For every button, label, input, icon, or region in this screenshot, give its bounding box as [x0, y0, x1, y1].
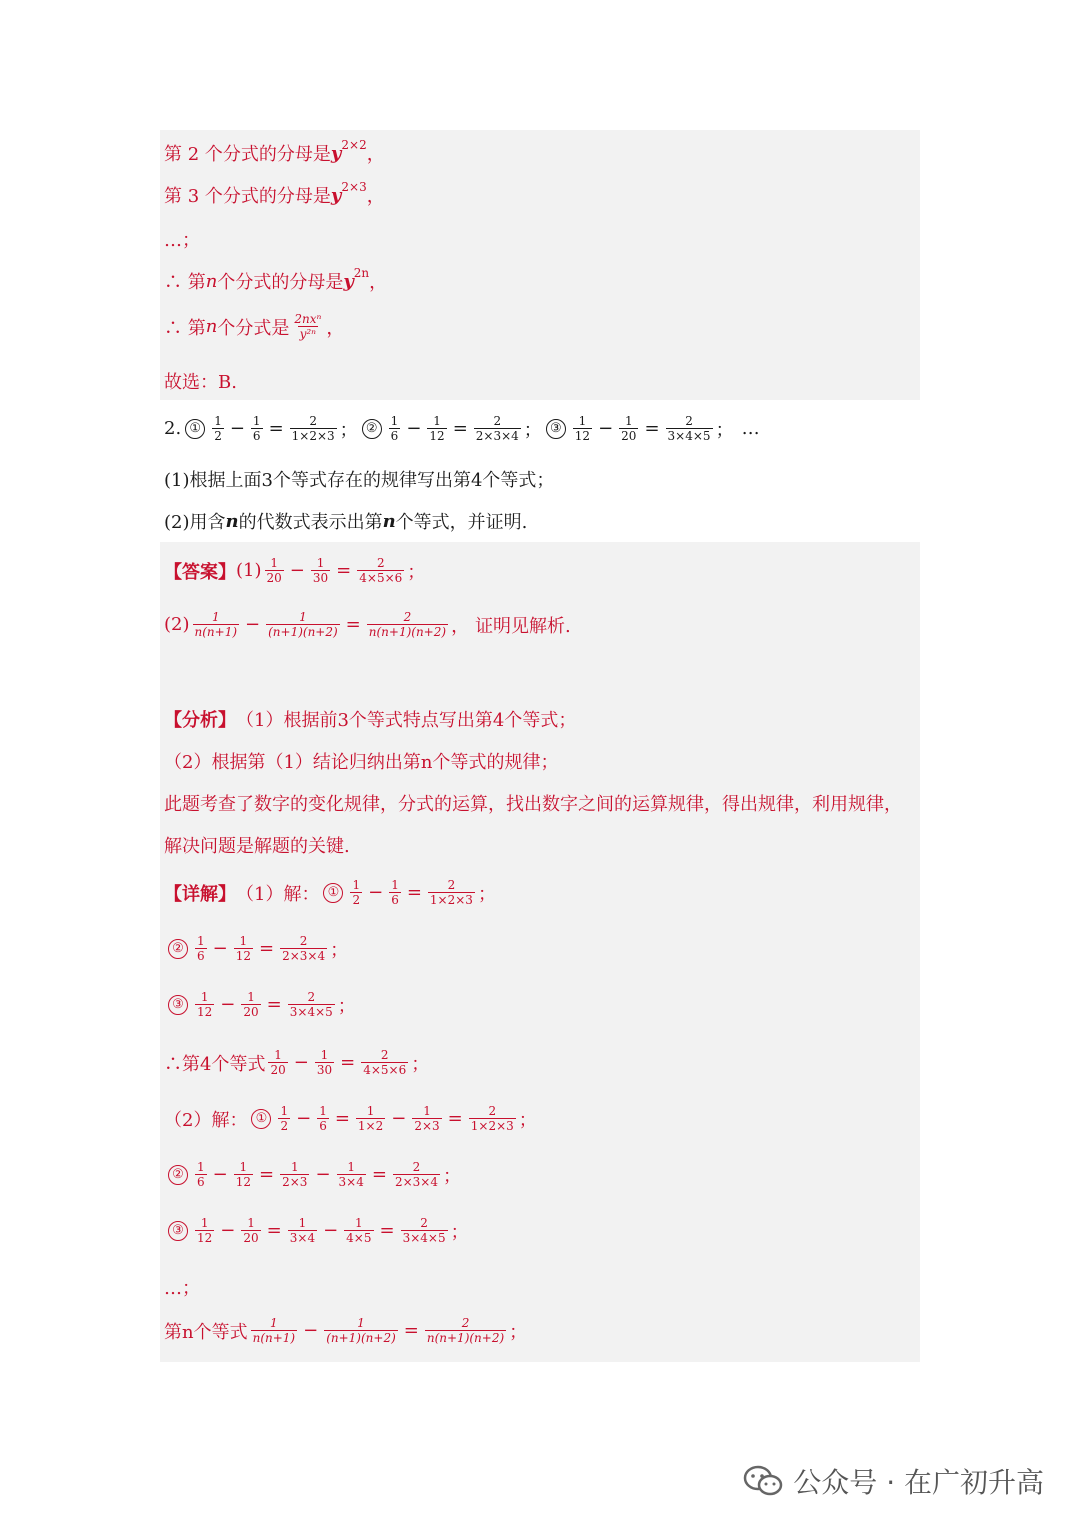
denominator: 1×2×3	[291, 429, 335, 443]
denominator: n(n+1)	[194, 625, 238, 639]
top-line-4	[164, 268, 387, 294]
fraction	[241, 990, 260, 1019]
fraction	[474, 414, 521, 443]
fraction	[280, 1160, 309, 1189]
numerator: 2	[299, 934, 308, 948]
fraction	[389, 414, 401, 443]
question-number: 2.	[164, 418, 182, 439]
text: ∴ 第	[164, 317, 206, 339]
numerator: 2	[461, 1316, 470, 1330]
equals-sign: =	[266, 994, 282, 1015]
denominator: 2×3×4	[394, 1175, 438, 1189]
equals-sign: =	[406, 882, 422, 903]
punct: ；	[450, 1221, 469, 1243]
numerator: 2	[488, 1104, 497, 1118]
denominator: 3×4	[289, 1231, 316, 1245]
numerator: 1	[270, 556, 278, 570]
denominator: 6	[197, 1175, 205, 1189]
text: 证明见解析.	[475, 615, 571, 637]
numerator: 1	[290, 1160, 299, 1174]
text: （2）解：	[164, 1109, 248, 1131]
math-var: n	[205, 270, 218, 292]
fraction	[268, 1048, 287, 1077]
analysis-line-4	[164, 832, 350, 858]
denominator: 6	[197, 949, 205, 963]
numerator: 1	[390, 414, 399, 428]
denominator: 12	[235, 949, 252, 963]
denominator: (n+1)(n+2)	[268, 625, 338, 639]
equals-sign: =	[403, 1320, 419, 1341]
punct: ，	[326, 317, 345, 339]
fraction	[317, 1104, 329, 1133]
numerator: 2	[420, 1216, 428, 1230]
fraction	[619, 414, 638, 443]
numerator: 2	[685, 414, 693, 428]
denominator: 6	[252, 429, 261, 443]
equals-sign: =	[266, 1220, 282, 1241]
numerator: 1	[347, 1160, 356, 1174]
denominator: 2×3	[282, 1175, 308, 1189]
text: 此题考查了数字的变化规律，分式的运算，找出数字之间的运算规律，得出规律，利用规律，	[164, 794, 902, 815]
text: …；	[164, 230, 200, 251]
minus-sign: −	[315, 1164, 331, 1185]
numerator: 1	[433, 414, 441, 428]
detail-line-4	[164, 1048, 429, 1077]
text: 故选：B.	[164, 372, 237, 393]
fraction	[212, 414, 224, 443]
denominator: n(n+1)(n+2)	[368, 625, 447, 639]
numerator: 1	[357, 1316, 365, 1330]
numerator: 1	[320, 1048, 329, 1062]
punct: ；	[442, 1165, 461, 1187]
numerator: 2	[307, 990, 316, 1004]
detail-label: 【详解】	[164, 883, 236, 905]
fraction	[266, 610, 340, 639]
minus-sign: −	[212, 938, 228, 959]
answer-line-1	[164, 556, 425, 585]
denominator: 20	[270, 1063, 286, 1077]
fraction	[292, 312, 323, 341]
numerator: 1	[197, 1160, 205, 1174]
denominator: 2×3	[414, 1119, 440, 1133]
punct: ；	[411, 1053, 430, 1075]
question-equations	[164, 414, 760, 443]
fraction	[241, 1216, 260, 1245]
denominator: (n+1)(n+2)	[326, 1331, 396, 1345]
circled-number: ③	[168, 1221, 188, 1241]
equals-sign: =	[259, 938, 275, 959]
denominator: 3×4×5	[289, 1005, 333, 1019]
denominator: 2	[280, 1119, 289, 1133]
numerator: 1	[274, 1048, 282, 1062]
top-line-5	[164, 312, 344, 341]
top-line-1	[164, 140, 385, 166]
analysis-label: 【分析】	[164, 710, 236, 731]
denominator: 30	[316, 1063, 333, 1077]
text: 个分式的分母是	[217, 272, 344, 293]
numerator: 1	[211, 610, 220, 624]
numerator: 1	[299, 610, 307, 624]
detail-line-7	[164, 1216, 469, 1245]
detail-line-5	[164, 1104, 537, 1133]
exponent: 2n	[353, 266, 370, 280]
denominator: 2×3×4	[475, 429, 519, 443]
denominator: 2×3×4	[282, 949, 326, 963]
fraction	[367, 610, 448, 639]
fraction	[389, 878, 401, 907]
text: 第 2 个分式的分母是	[164, 144, 331, 165]
numerator: 1	[247, 990, 255, 1004]
numerator: 1	[252, 414, 261, 428]
denominator: 2	[352, 893, 361, 907]
exponent: 2×2	[341, 138, 367, 152]
numerator: 2	[309, 414, 317, 428]
watermark-text: 公众号 · 在广初升高	[793, 1466, 1044, 1499]
numerator: 1	[355, 1216, 363, 1230]
minus-sign: −	[406, 418, 422, 439]
fraction	[195, 1160, 207, 1189]
fraction	[251, 1316, 298, 1345]
text: ∴第4个等式	[164, 1053, 266, 1075]
denominator: 3×4	[338, 1175, 364, 1189]
minus-sign: −	[598, 418, 614, 439]
text: 个等式，并证明.	[395, 512, 528, 533]
fraction	[361, 1048, 408, 1077]
top-line-6	[164, 368, 237, 394]
equals-sign: =	[340, 1052, 356, 1073]
fraction	[401, 1216, 448, 1245]
numerator: 1	[200, 990, 209, 1004]
detail-line-6	[164, 1160, 461, 1189]
detail-line-9	[164, 1316, 527, 1345]
denominator: y²ⁿ	[299, 327, 317, 341]
minus-sign: −	[289, 560, 305, 581]
punct: ，	[451, 615, 470, 637]
circled-number: ①	[251, 1109, 271, 1129]
denominator: 1×2×3	[429, 893, 473, 907]
denominator: 12	[429, 429, 445, 443]
fraction	[350, 878, 362, 907]
text: (1)根据上面3个等式存在的规律写出第4个等式；	[164, 470, 555, 491]
punct: ；	[477, 883, 496, 905]
denominator: 3×4×5	[667, 429, 711, 443]
denominator: 30	[312, 571, 329, 585]
fraction	[412, 1104, 441, 1133]
minus-sign: −	[220, 1220, 236, 1241]
punct: ；	[509, 1321, 528, 1343]
denominator: 6	[319, 1119, 327, 1133]
detail-line-2	[164, 934, 348, 963]
text: (1)	[236, 560, 262, 581]
equals-sign: =	[452, 418, 468, 439]
numerator: 1	[423, 1104, 431, 1118]
equals-sign: =	[268, 418, 284, 439]
punct: ，	[366, 186, 385, 207]
fraction	[195, 934, 207, 963]
analysis-line-2	[164, 748, 559, 774]
fraction	[324, 1316, 398, 1345]
circled-number: ②	[168, 939, 188, 959]
text: …；	[164, 1278, 200, 1299]
circled-number: ③	[168, 995, 188, 1015]
top-line-3	[164, 226, 200, 252]
numerator: 1	[624, 414, 633, 428]
denominator: 4×5×6	[359, 571, 403, 585]
answer-line-2	[164, 610, 571, 639]
numerator: 1	[366, 1104, 375, 1118]
denominator: 20	[266, 571, 282, 585]
circled-number: ①	[185, 419, 205, 439]
denominator: 6	[391, 893, 399, 907]
fraction	[195, 1216, 214, 1245]
text: (2)	[164, 614, 190, 635]
analysis-line-1	[164, 706, 576, 732]
math-var: y	[330, 184, 342, 206]
solution-block-top	[160, 130, 920, 400]
text: 第 3 个分式的分母是	[164, 186, 331, 207]
ellipsis: …	[741, 418, 760, 439]
fraction	[288, 1216, 317, 1245]
detail-line-3	[164, 990, 356, 1019]
punct: ；	[518, 1109, 537, 1131]
fraction	[234, 1160, 253, 1189]
minus-sign: −	[293, 1052, 309, 1073]
fraction	[251, 414, 263, 443]
denominator: 4×5	[346, 1231, 372, 1245]
question-part-2	[164, 508, 527, 534]
numerator: 1	[391, 878, 399, 892]
minus-sign: −	[368, 882, 384, 903]
numerator: 1	[197, 934, 205, 948]
wechat-icon	[743, 1465, 783, 1497]
minus-sign: −	[323, 1220, 339, 1241]
text: （1）解：	[236, 883, 320, 905]
question-part-1	[164, 466, 554, 492]
denominator: 4×5×6	[363, 1063, 407, 1077]
minus-sign: −	[296, 1108, 312, 1129]
numerator: 1	[200, 1216, 209, 1230]
numerator: 1	[280, 1104, 289, 1118]
fraction	[234, 934, 253, 963]
numerator: 1	[578, 414, 587, 428]
text: 的代数式表示出第	[238, 512, 383, 533]
fraction	[344, 1216, 373, 1245]
fraction	[428, 878, 475, 907]
denominator: 12	[197, 1231, 213, 1245]
numerator: 2	[376, 556, 385, 570]
numerator: 1	[316, 556, 325, 570]
numerator: 1	[270, 1316, 278, 1330]
exponent: 2×3	[341, 180, 367, 194]
fraction	[666, 414, 713, 443]
equals-sign: =	[379, 1220, 395, 1241]
fraction	[337, 1160, 366, 1189]
numerator: 1	[298, 1216, 307, 1230]
denominator: n(n+1)(n+2)	[426, 1331, 505, 1345]
detail-line-1	[164, 878, 496, 907]
fraction	[278, 1104, 290, 1133]
punct: ；	[523, 419, 542, 441]
text: (2)用含	[164, 512, 226, 533]
punct: ；	[337, 995, 356, 1017]
top-line-2	[164, 182, 385, 208]
numerator: 2	[403, 610, 412, 624]
answer-label: 【答案】	[164, 561, 236, 583]
minus-sign: −	[212, 1164, 228, 1185]
numerator: 2	[412, 1160, 421, 1174]
text: （2）根据第（1）结论归纳出第n个等式的规律；	[164, 752, 559, 773]
numerator: 1	[319, 1104, 327, 1118]
equals-sign: =	[447, 1108, 463, 1129]
analysis-line-3	[164, 790, 902, 816]
text: 个分式是	[217, 317, 290, 339]
denominator: 20	[243, 1005, 259, 1019]
punct: ，	[366, 144, 385, 165]
denominator: 12	[197, 1005, 213, 1019]
minus-sign: −	[303, 1320, 319, 1341]
denominator: 3×4×5	[402, 1231, 446, 1245]
circled-number: ②	[362, 419, 382, 439]
denominator: 12	[235, 1175, 252, 1189]
fraction	[193, 610, 240, 639]
fraction	[356, 1104, 385, 1133]
punct: ；	[339, 419, 358, 441]
minus-sign: −	[220, 994, 236, 1015]
circled-number: ②	[168, 1165, 188, 1185]
fraction	[288, 990, 335, 1019]
text: ∴ 第	[164, 272, 206, 293]
numerator: 2	[447, 878, 456, 892]
punct: ；	[407, 561, 426, 583]
equals-sign: =	[644, 418, 660, 439]
equals-sign: =	[259, 1164, 275, 1185]
denominator: 6	[390, 429, 399, 443]
fraction	[280, 934, 327, 963]
minus-sign: −	[391, 1108, 407, 1129]
fraction	[290, 414, 337, 443]
minus-sign: −	[245, 614, 261, 635]
numerator: 2	[493, 414, 502, 428]
text: （1）根据前3个等式特点写出第4个等式；	[236, 710, 577, 731]
numerator: 1	[239, 934, 248, 948]
text: 第n个等式	[164, 1321, 248, 1343]
equals-sign: =	[334, 1108, 350, 1129]
denominator: 12	[574, 429, 591, 443]
denominator: 20	[621, 429, 637, 443]
denominator: 1×2×3	[470, 1119, 514, 1133]
fraction	[425, 1316, 506, 1345]
numerator: 2	[380, 1048, 389, 1062]
circled-number: ①	[323, 883, 343, 903]
equals-sign: =	[371, 1164, 387, 1185]
denominator: 1×2	[357, 1119, 384, 1133]
fraction	[393, 1160, 440, 1189]
denominator: 2	[214, 429, 222, 443]
fraction	[311, 556, 330, 585]
fraction	[315, 1048, 334, 1077]
fraction	[427, 414, 446, 443]
numerator: 1	[352, 878, 361, 892]
watermark	[743, 1461, 1044, 1501]
numerator: 1	[247, 1216, 255, 1230]
minus-sign: −	[229, 418, 245, 439]
punct: ；	[715, 419, 734, 441]
fraction	[469, 1104, 516, 1133]
numerator: 1	[214, 414, 222, 428]
circled-number: ③	[546, 419, 566, 439]
text: 解决问题是解题的关键.	[164, 836, 350, 857]
math-var: n	[382, 510, 396, 532]
denominator: n(n+1)	[252, 1331, 296, 1345]
fraction	[573, 414, 592, 443]
equals-sign: =	[345, 614, 361, 635]
fraction	[265, 556, 284, 585]
math-var: y	[330, 142, 342, 164]
numerator: 1	[239, 1160, 248, 1174]
denominator: 20	[243, 1231, 259, 1245]
detail-line-8	[164, 1274, 200, 1300]
fraction	[195, 990, 214, 1019]
punct: ；	[330, 939, 349, 961]
equals-sign: =	[336, 560, 352, 581]
math-var: n	[205, 316, 218, 337]
fraction	[357, 556, 404, 585]
punct: ，	[369, 272, 388, 293]
math-var: n	[225, 510, 239, 532]
numerator: 2nxⁿ	[294, 312, 322, 326]
math-var: y	[343, 270, 354, 292]
